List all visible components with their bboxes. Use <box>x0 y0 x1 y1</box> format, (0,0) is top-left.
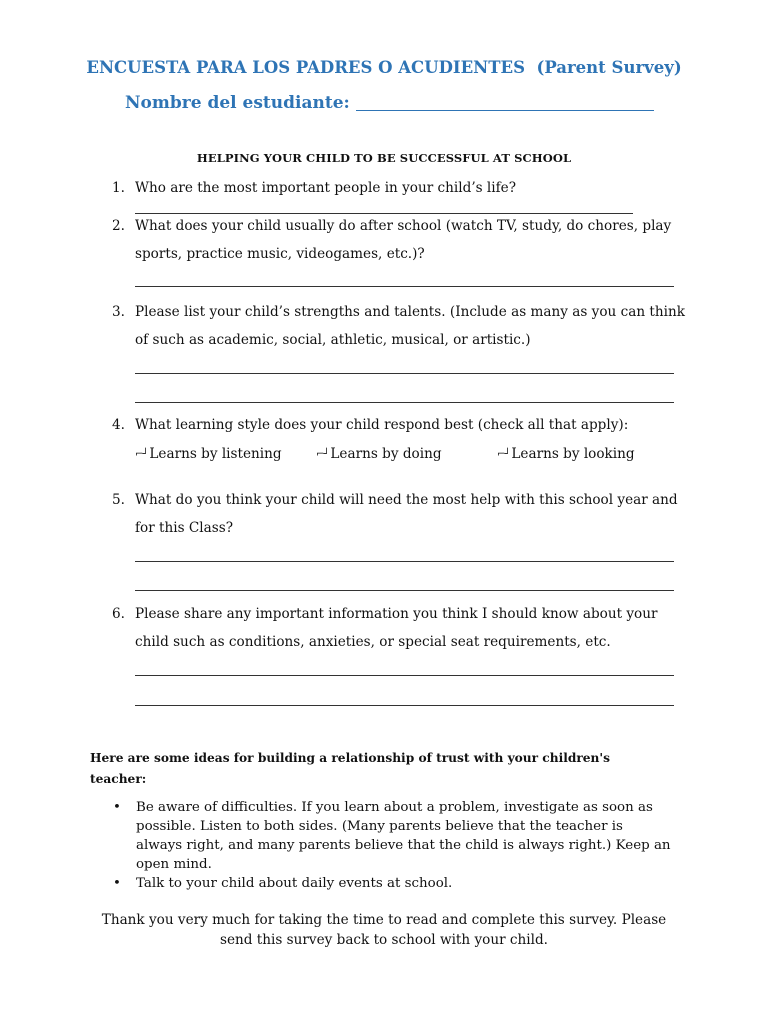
question-number: 5. <box>112 492 125 508</box>
option-label: Learns by doing <box>330 446 442 462</box>
checkbox-icon[interactable]: ⌐┘ <box>135 449 148 460</box>
ideas-heading: Here are some ideas for building a relationship of trust with your children's teacher: <box>90 751 610 786</box>
question-number: 1. <box>112 180 125 196</box>
question-text-continued: child such as conditions, anxieties, or special seat requirements, etc. <box>135 634 611 650</box>
student-name-blank[interactable] <box>356 92 654 111</box>
question-text: Please list your child’s strengths and talents. (Include as many as you can think <box>135 304 685 320</box>
question-number: 3. <box>112 304 125 320</box>
question-text: What learning style does your child respond best (check all that apply): <box>135 417 629 433</box>
question-number: 6. <box>112 606 125 622</box>
option-learns-by-listening[interactable] <box>135 443 282 466</box>
answer-line-6b[interactable] <box>135 705 674 706</box>
question-text-continued: sports, practice music, videogames, etc.)? <box>135 246 425 262</box>
checkbox-icon[interactable]: ⌐┘ <box>497 449 510 460</box>
question-text: Who are the most important people in your child’s life? <box>135 180 516 196</box>
list-item <box>113 798 673 874</box>
survey-title: ENCUESTA PARA LOS PADRES O ACUDIENTES (Parent Survey) <box>86 58 682 77</box>
checkbox-icon[interactable]: ⌐┘ <box>316 449 329 460</box>
bullet-icon: • <box>113 876 121 891</box>
list-item-text: Talk to your child about daily events at school. <box>136 876 453 891</box>
ideas-list <box>113 798 673 893</box>
option-learns-by-doing[interactable] <box>316 443 442 466</box>
answer-line-5b[interactable] <box>135 590 674 591</box>
answer-line-5a[interactable] <box>135 561 674 562</box>
option-label: Learns by looking <box>511 446 635 462</box>
question-text-continued: for this Class? <box>135 520 233 536</box>
question-text: What do you think your child will need the most help with this school year and <box>135 492 678 508</box>
question-text: What does your child usually do after school (watch TV, study, do chores, play <box>135 218 672 234</box>
question-number: 2. <box>112 218 125 234</box>
question-number: 4. <box>112 417 125 433</box>
bullet-icon: • <box>113 800 121 815</box>
student-name-row <box>125 92 654 113</box>
answer-line-6a[interactable] <box>135 675 674 676</box>
question-text-continued: of such as academic, social, athletic, musical, or artistic.) <box>135 332 531 348</box>
list-item-text: Be aware of difficulties. If you learn about a problem, investigate as soon as possible. Listen to both sides. (Many parents believe that the teacher is always right, and many parents believe that the child is always right.) Keep an open mind. <box>136 800 671 872</box>
option-label: Learns by listening <box>149 446 282 462</box>
question-text: Please share any important information you think I should know about your <box>135 606 658 622</box>
section-heading: HELPING YOUR CHILD TO BE SUCCESSFUL AT SCHOOL <box>196 151 572 165</box>
student-name-label: Nombre del estudiante: <box>125 93 350 113</box>
option-learns-by-looking[interactable] <box>497 443 635 466</box>
list-item <box>113 874 673 893</box>
answer-line-2[interactable] <box>135 286 674 287</box>
answer-line-3b[interactable] <box>135 402 674 403</box>
closing-message: Thank you very much for taking the time to read and complete this survey. Please send this survey back to school with your child. <box>101 912 667 948</box>
answer-line-3a[interactable] <box>135 373 674 374</box>
